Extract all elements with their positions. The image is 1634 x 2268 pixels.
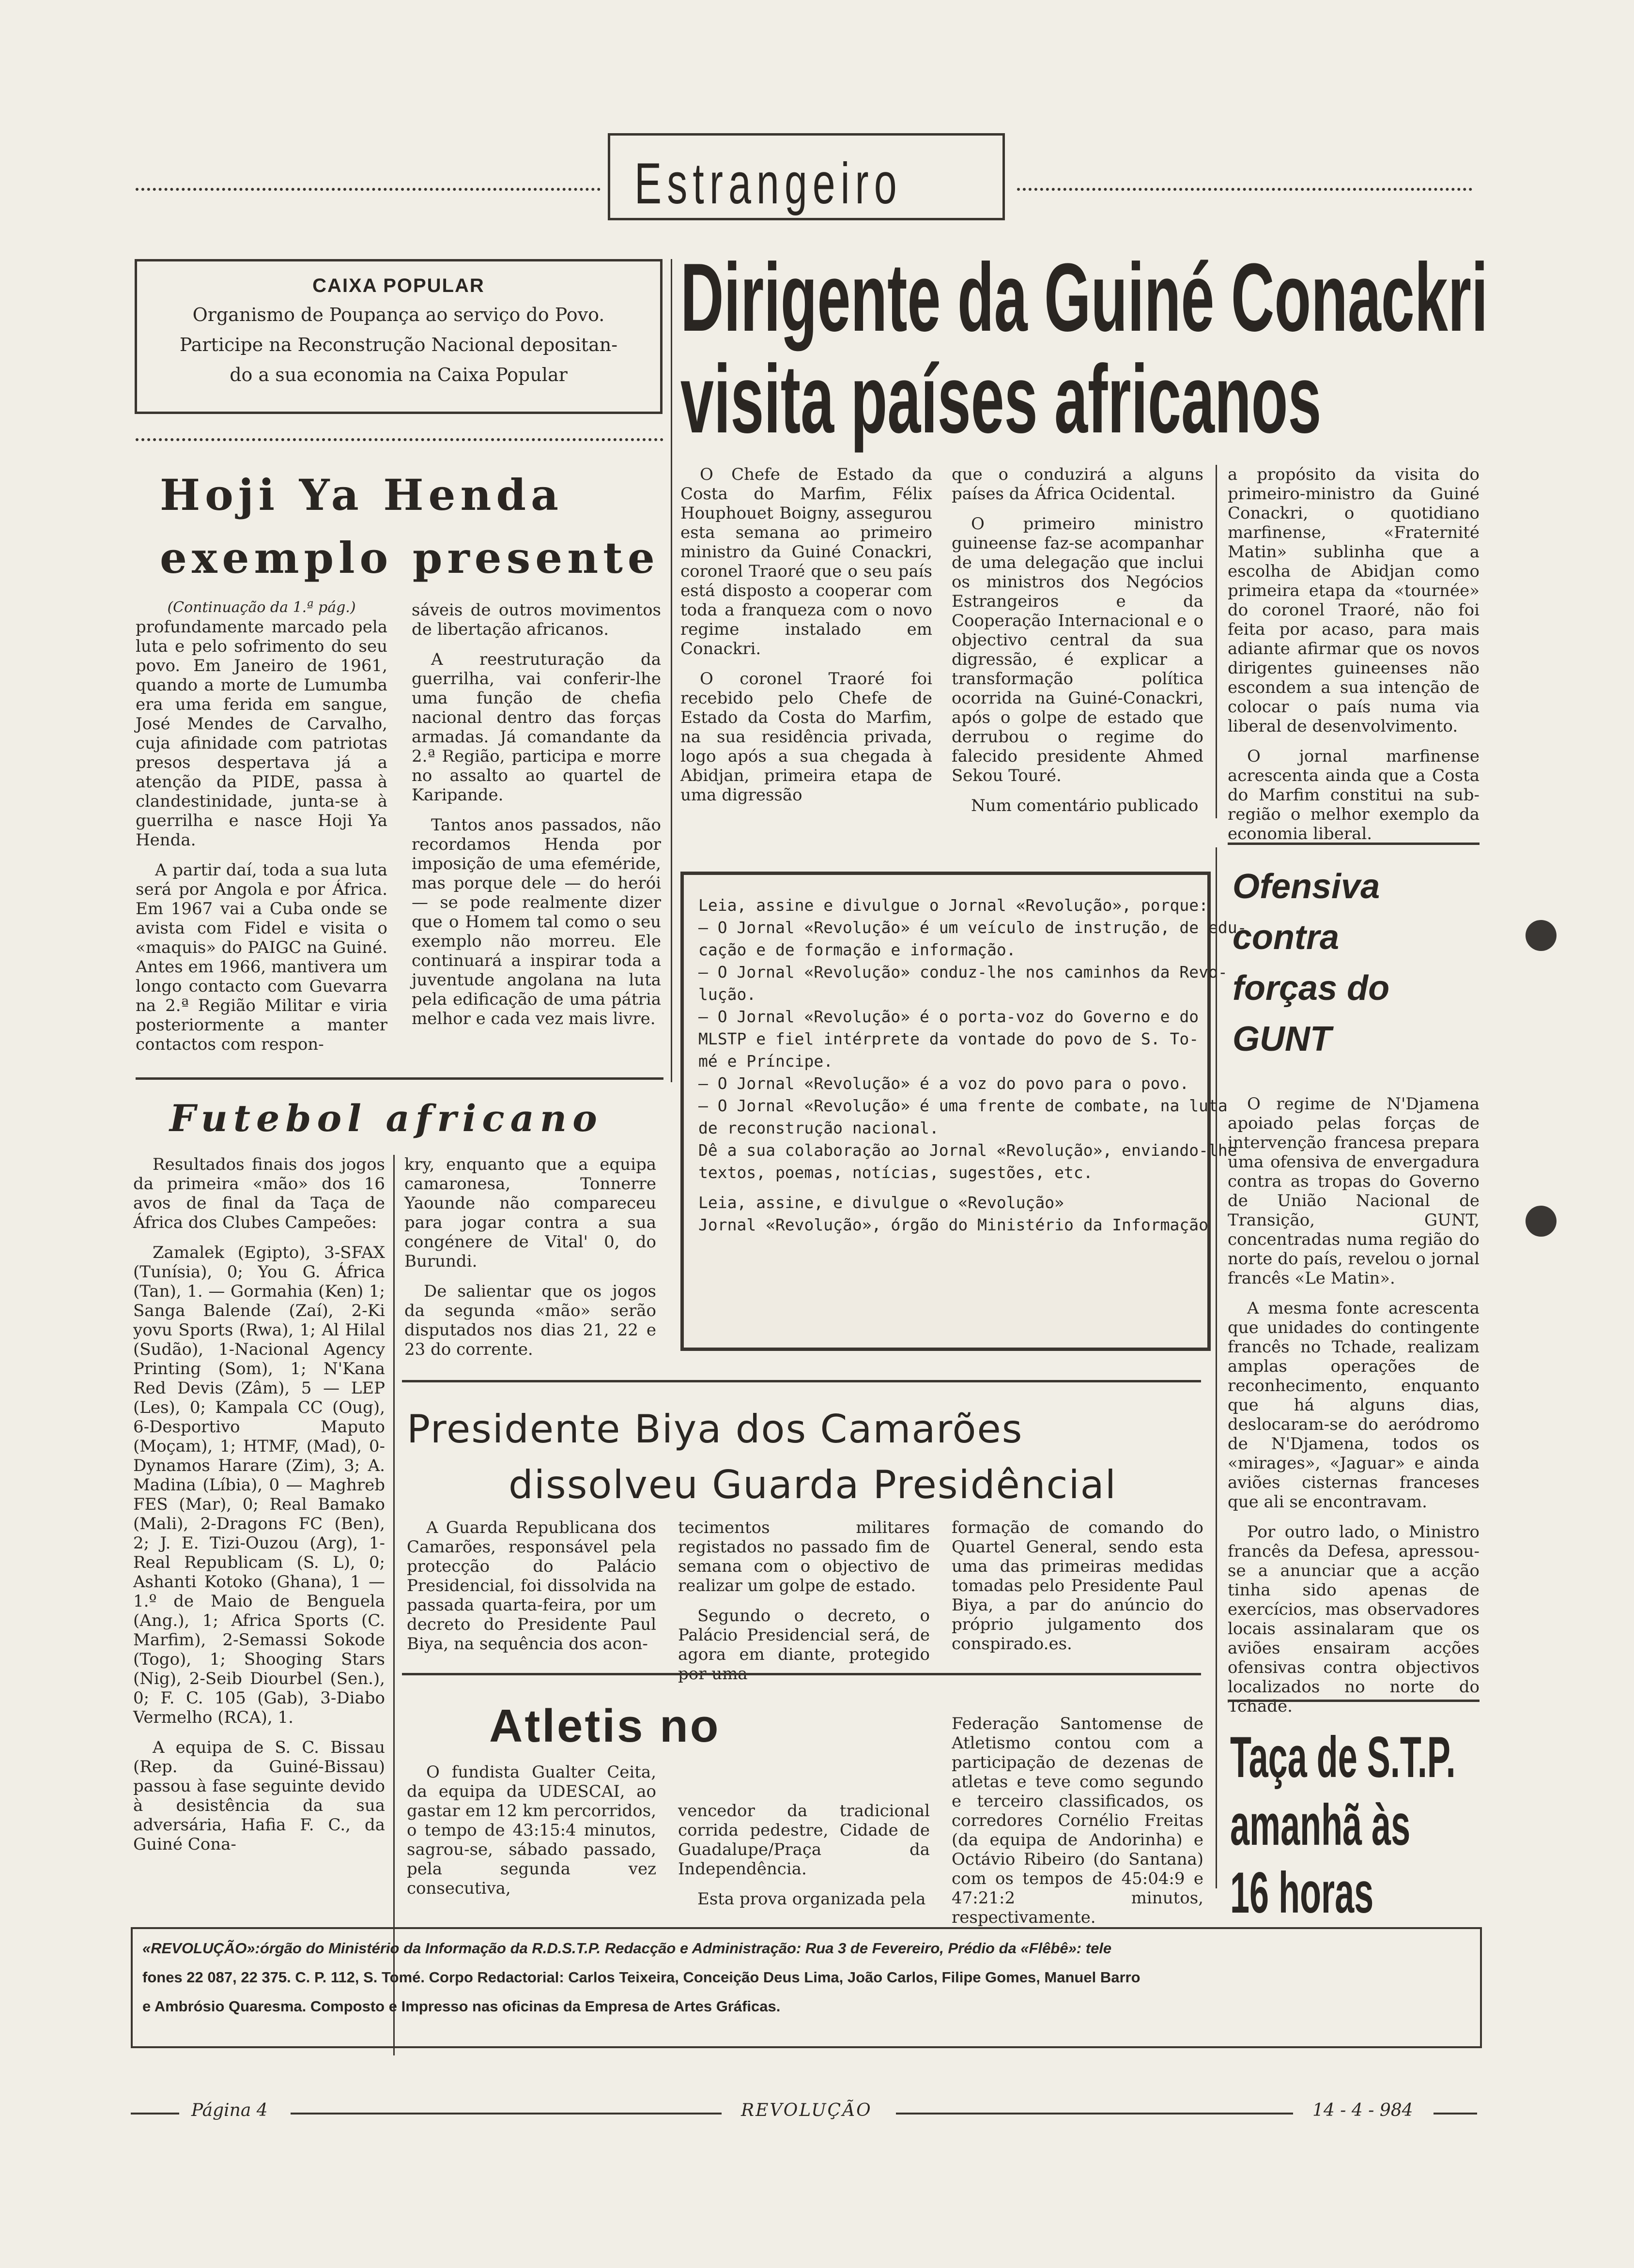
column-rule — [671, 259, 672, 1082]
gunt-headline-line-1: Ofensiva — [1233, 867, 1380, 906]
paragraph: A equipa de S. C. Bissau (Rep. da Guiné-Bissau) passou à fase seguinte devido à desistência da sua adversária, Hafia F. C., da Guiné Cona- — [133, 1738, 385, 1854]
paragraph: A partir daí, toda a sua luta será por Angola e por África. Em 1967 vai a Cuba onde se avista com Fidel e visita o «maquis» do PAIGC na Guiné. Antes em 1966, mantivera um longo contacto com Guevarra na 2.ª Região Militar e viria posteriormente a manter contactos com respon- — [136, 860, 387, 1054]
paragraph: Resultados finais dos jogos da primeira «mão» dos 16 avos de final da Taça de África dos Clubes Campeões: — [133, 1155, 385, 1232]
jornal-line: — O Jornal «Revolução» conduz-lhe nos caminhos da Revo- — [698, 963, 1228, 981]
gunt-headline-line-3: forças do — [1233, 969, 1390, 1008]
biya-column-3 — [952, 1518, 1203, 1664]
taca-line-1: Taça de S.T.P. — [1230, 1725, 1456, 1790]
binder-hole-top — [1526, 920, 1557, 951]
hoji-headline-line-1: Hoji Ya Henda — [160, 470, 564, 520]
caixa-line: Participe na Reconstrução Nacional depositan- — [179, 334, 618, 355]
jornal-line: — O Jornal «Revolução» é o porta-voz do Governo e do — [698, 1007, 1199, 1026]
jornal-line: textos, poemas, notícias, sugestões, etc. — [698, 1163, 1093, 1182]
jornal-line: cação e de formação e informação. — [698, 940, 1016, 959]
paragraph: a propósito da visita do primeiro-ministro da Guiné Conackri, o quotidiano marfinense, «Fraternité Matin» sublinha que a escolha de Abidjan como primeira etapa da «tournée» do coronel Traoré, não foi feita por acaso, para mais adiante afirmar que os novos dirigentes guineenses não escondem a sua intenção de colocar o país numa via liberal de desenvolvimento. — [1228, 465, 1480, 736]
guine-column-3 — [1228, 465, 1480, 854]
caixa-popular-ad — [135, 259, 663, 414]
paragraph: sáveis de outros movimentos de libertação africanos. — [412, 600, 661, 639]
footer-rule-right — [1434, 2113, 1477, 2115]
paragraph: formação de comando do Quartel General, sendo esta uma das primeiras medidas tomadas pelo Presidente Paul Biya, a par do anúncio do próprio julgamento dos conspirado.es. — [952, 1518, 1203, 1654]
caixa-title: CAIXA POPULAR — [312, 275, 485, 296]
paragraph: A Guarda Republicana dos Camarões, responsável pela protecção do Palácio Presidencial, foi dissolvida na passada quarta-feira, por um decreto do Presidente Paul Biya, na sequência dos acon- — [407, 1518, 656, 1654]
section-title-box — [608, 133, 1005, 220]
biya-headline-line-1: Presidente Biya dos Camarões — [407, 1407, 1023, 1452]
paragraph: Federação Santomense de Atletismo contou com a participação de dezenas de atletas e teve como segundo e terceiro classificados, os corredores Cornélio Freitas (da equipa de Andorinha) e Octávio Ribeiro (do Santana) com os tempos de 45:04:9 e 47:21:2 minutos, respectivamente. — [952, 1714, 1203, 1927]
paragraph: A mesma fonte acrescenta que unidades do contingente francês no Tchade, realizam amplas operações de reconhecimento, enquanto que há alguns dias, deslocaram-se do aeródromo de N'Djamena, todos os «mirages», «Jaguar» e ainda aviões cisternas franceses que ali se encontravam. — [1228, 1299, 1480, 1512]
paragraph: De salientar que os jogos da segunda «mão» serão disputados nos dias 21, 22 e 23 do corrente. — [404, 1282, 656, 1359]
jornal-line: Jornal «Revolução», órgão do Ministério da Informação — [698, 1215, 1208, 1234]
hoji-column-1 — [136, 598, 387, 1065]
jornal-line: Leia, assine, e divulgue o «Revolução» — [698, 1193, 1064, 1212]
paragraph: Segundo o decreto, o Palácio Presidencial será, de agora em diante, protegido por uma — [678, 1606, 930, 1684]
divider — [402, 1673, 1201, 1675]
futebol-column-2 — [404, 1155, 656, 1370]
paragraph: que o conduzirá a alguns países da África Ocidental. — [952, 465, 1203, 504]
footer-rule-left — [131, 2113, 179, 2115]
jornal-box-text — [698, 894, 1247, 1236]
column-rule — [1216, 847, 1217, 1888]
hoji-headline-line-2: exemplo presente — [160, 533, 660, 583]
footer-page-number: Página 4 — [191, 2100, 268, 2120]
taca-line-2: amanhã às — [1230, 1793, 1411, 1857]
atletis-column-3 — [952, 1714, 1203, 1938]
column-rule — [1216, 465, 1217, 818]
paragraph: Tantos anos passados, não recordamos Henda por imposição de uma efeméride, mas porque dele — do herói — se pode realmente dizer que o Homem tal como o seu exemplo não morreu. Ele continuará a inspirar toda a juventude angolana na luta pela edificação de uma pátria melhor e cada vez mais livre. — [412, 815, 661, 1028]
futebol-headline: Futebol africano — [170, 1097, 603, 1140]
footer-rule — [896, 2113, 1293, 2115]
paragraph: O primeiro ministro guineense faz-se acompanhar de uma delegação que inclui os ministros dos Negócios Estrangeiros e da Cooperação Internacional e o objectivo central da sua digressão, é explicar a transformação política ocorrida na Guiné-Conackri, após o golpe de estado que derrubou o regime do falecido presidente Ahmed Sekou Touré. — [952, 514, 1203, 785]
jornal-line: — O Jornal «Revolução» é um veículo de instrução, de edu- — [698, 918, 1247, 937]
atletis-column-2 — [678, 1801, 930, 1919]
caixa-line: do a sua economia na Caixa Popular — [230, 364, 568, 385]
guine-headline-line-2: visita países africanos — [680, 345, 1322, 453]
jornal-line: Dê a sua colaboração ao Jornal «Revolução», enviando-lhe — [698, 1141, 1237, 1160]
biya-column-2 — [678, 1518, 930, 1694]
jornal-line: — O Jornal «Revolução» é a voz do povo para o povo. — [698, 1074, 1189, 1093]
divider — [136, 1077, 663, 1080]
footer-rule — [291, 2113, 722, 2115]
paragraph: Por outro lado, o Ministro francês da Defesa, apressou-se a anunciar que a acção tinha sido apenas de exercícios, mas observadores locais assinalaram que os aviões ensairam acções ofensivas contra objectivos localizados no norte do Tchade. — [1228, 1522, 1480, 1716]
guine-column-1 — [680, 465, 932, 815]
jornal-line: de reconstrução nacional. — [698, 1119, 939, 1137]
paragraph: O regime de N'Djamena apoiado pelas forças de intervenção francesa prepara uma ofensiva de envergadura contra as tropas do Governo de União Nacional de Transição, GUNT, concentradas numa região do norte do país, revelou o jornal francês «Le Matin». — [1228, 1094, 1480, 1288]
footer-date: 14 - 4 - 984 — [1312, 2100, 1413, 2120]
paragraph: O coronel Traoré foi recebido pelo Chefe de Estado da Costa do Marfim, na sua residência privada, logo após a sua chegada à Abidjan, primeira etapa de uma digressão — [680, 669, 932, 805]
paragraph: Num comentário publicado — [971, 796, 1199, 815]
jornal-line: — O Jornal «Revolução» é uma frente de combate, na luta — [698, 1096, 1228, 1115]
gunt-headline-line-4: GUNT — [1233, 1020, 1331, 1058]
paragraph: tecimentos militares registados no passado fim de semana com o objectivo de realizar um golpe de estado. — [678, 1518, 930, 1595]
section-title: Estrangeiro — [634, 151, 902, 216]
paragraph: O Chefe de Estado da Costa do Marfim, Félix Houphouet Boigny, assegurou esta semana ao primeiro ministro da Guiné Conackri, coronel Traoré que o seu país está disposto a cooperar com toda a franqueza com o novo regime instalado em Conackri. — [680, 465, 932, 659]
binder-hole-bottom — [1526, 1206, 1557, 1237]
jornal-line: Leia, assine e divulgue o Jornal «Revolução», porque: — [698, 896, 1208, 915]
jornal-line: mé e Príncipe. — [698, 1052, 833, 1071]
hoji-column-2 — [412, 600, 661, 1039]
masthead-line: e Ambrósio Quaresma. Composto e Impresso nas oficinas da Empresa de Artes Gráficas. — [142, 1998, 781, 2015]
guine-column-2 — [952, 465, 1203, 826]
paragraph: O fundista Gualter Ceita, da equipa da UDESCAI, ao gastar em 12 km percorridos, o tempo de 43:15:4 minutos, sagrou-se, sábado passado, pela segunda vez consecutiva, — [407, 1762, 656, 1898]
taca-line-3: 16 horas — [1230, 1860, 1374, 1925]
masthead-line: «REVOLUÇÃO»:órgão do Ministério da Informação da R.D.S.T.P. Redacção e Administração: Rua 3 de Fevereiro, Prédio da «Flêbê»: tele — [142, 1940, 1112, 1957]
gunt-headline-line-2: contra — [1233, 918, 1340, 957]
jornal-line: lução. — [698, 985, 756, 1004]
masthead-box — [131, 1927, 1482, 2048]
paragraph: Esta prova organizada pela — [697, 1889, 926, 1909]
section-divider-left — [136, 188, 601, 191]
biya-column-1 — [407, 1518, 656, 1664]
atletis-headline: Atletis no — [489, 1700, 721, 1752]
paragraph: kry, enquanto que a equipa camaronesa, Tonnerre Yaounde não compareceu para jogar contra a sua congénere de Vital' 0, do Burundi. — [404, 1155, 656, 1271]
divider — [402, 1380, 1201, 1382]
divider — [1228, 843, 1480, 845]
section-divider-right — [1017, 188, 1472, 191]
atletis-column-1 — [407, 1762, 656, 1909]
footer-paper-name: REVOLUÇÃO — [741, 2100, 872, 2120]
guine-headline-line-1: Dirigente da Guiné Conackri — [680, 244, 1488, 352]
biya-headline-line-2: dissolveu Guarda Presidêncial — [509, 1462, 1117, 1507]
paragraph: Zamalek (Egipto), 3-SFAX (Tunísia), 0; You G. África (Tan), 1. — Gormahia (Ken) 1; Sanga Balende (Zaí), 2-Ki yovu Sports (Rwa), 1; Al Hilal (Sudão), 1-Nacional Agency Printing (Som), 1; N'Kana Red Devis (Zâm), 5 — LEP (Les), 0; Kampala CC (Oug), 6-Desportivo Maputo (Moçam), 1; HTMF, (Mad), 0-Dynamos Harare (Zim), 3; A. Madina (Líbia), 0 — Maghreb FES (Mar), 0; Real Bamako (Mali), 2-Dragons FC (Ben), 2; J. E. Tizi-Ouzou (Arg), 1-Real Republicam (S. L), 0; Ashanti Kotoko (Ghana), 1 — 1.º de Maio de Benguela (Ang.), 1; Africa Sports (C. Marfim), 2-Semassi Sokode (Togo), 1; Shooging Stars (Nig), 2-Seib Diourbel (Sen.), 0; F. C. 105 (Gab), 3-Diabo Vermelho (RCA), 1. — [133, 1243, 385, 1727]
column-rule — [393, 1155, 395, 2055]
masthead-line: fones 22 087, 22 375. C. P. 112, S. Tomé. Corpo Redactorial: Carlos Teixeira, Conceição Deus Lima, João Carlos, Filipe Gomes, Manuel Barro — [142, 1969, 1141, 1986]
paragraph: O jornal marfinense acrescenta ainda que a Costa do Marfim constitui na sub-região o melhor exemplo da economia liberal. — [1228, 747, 1480, 843]
hoji-continuation: (Continuação da 1.ª pág.) — [167, 599, 356, 616]
paragraph: profundamente marcado pela luta e pelo sofrimento do seu povo. Em Janeiro de 1961, quando a morte de Lumumba era uma ferida em sangue, José Mendes de Carvalho, cuja afinidade com patriotas presos despertava já a atenção da PIDE, passa à clandestinidade, junta-se à guerrilha e nasce Hoji Ya Henda. — [136, 617, 387, 850]
jornal-revolucao-box — [680, 872, 1247, 1351]
divider — [1228, 1700, 1480, 1702]
gunt-column — [1228, 1094, 1480, 1727]
paragraph: A reestruturação da guerrilha, vai conferir-lhe uma função de chefia nacional dentro das forças armadas. Já comandante da 2.ª Região, participa e morre no assalto ao quartel de Karipande. — [412, 650, 661, 805]
divider — [136, 438, 663, 441]
caixa-line: Organismo de Poupança ao serviço do Povo. — [192, 304, 605, 325]
futebol-column-1 — [133, 1155, 385, 1865]
paragraph: vencedor da tradicional corrida pedestre, Cidade de Guadalupe/Praça da Independência. — [678, 1801, 930, 1879]
jornal-line: MLSTP e fiel intérprete da vontade do povo de S. To- — [698, 1029, 1199, 1048]
